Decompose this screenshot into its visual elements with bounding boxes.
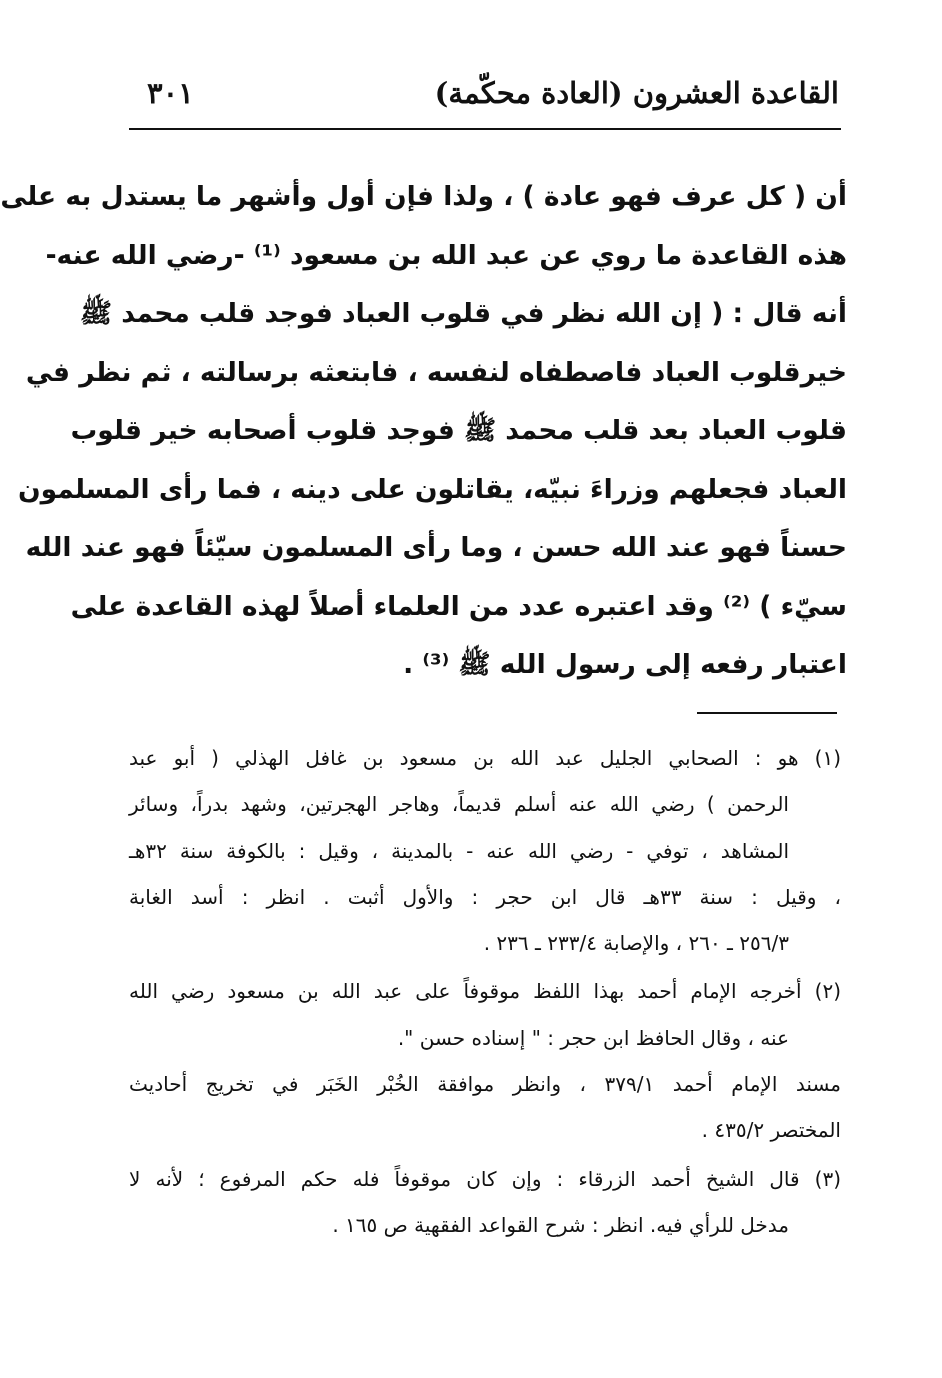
- page-number: ٣٠١: [147, 76, 194, 110]
- footnote-line: المشاهد ، توفي - رضي الله عنه - بالمدينة ، وقيل : بالكوفة سنة ٣٢هـ: [129, 838, 789, 863]
- body-line: سيّء ) ⁽²⁾ وقد اعتبره عدد من العلماء أصلاً لهذه القاعدة على: [70, 590, 847, 622]
- footnote-2: [129, 968, 841, 1153]
- main-text: [0, 168, 847, 695]
- body-line: خيرقلوب العباد فاصطفاه لنفسه ، فابتعثه برسالته ، ثم نظر في: [25, 356, 847, 388]
- body-line: هذه القاعدة ما روي عن عبد الله بن مسعود ⁽¹⁾ -رضي الله عنه-: [45, 239, 847, 271]
- footnote-line: (٣) قال الشيخ أحمد الزرقاء : وإن كان موقوفاً فله حكم المرفوع ؛ لأنه لا: [129, 1166, 841, 1191]
- footnote-line: ، وقيل : سنة ٣٣هـ قال ابن حجر : والأول أثبت . انظر : أسد الغابة: [129, 884, 841, 909]
- footnote-line: مدخل للرأي فيه. انظر : شرح القواعد الفقهية ص ١٦٥ .: [332, 1212, 789, 1237]
- body-line: حسناً فهو عند الله حسن ، وما رأى المسلمون سيّئاً فهو عند الله: [25, 532, 847, 563]
- footnote-line: (١) هو : الصحابي الجليل عبد الله بن مسعود بن غافل الهذلي ( أبو عبد: [129, 746, 841, 770]
- footnote-separator: [697, 712, 837, 714]
- footnote-line: (٢) أخرجه الإمام أحمد بهذا اللفظ موقوفاً على عبد الله بن مسعود رضي الله: [129, 979, 841, 1004]
- book-page: [1, 0, 942, 1378]
- footnote-line: مسند الإمام أحمد ٣٧٩/١ ، وانظر موافقة الخُبْر الخَبَر في تخريج أحاديث: [129, 1072, 841, 1097]
- header-rule: [129, 128, 841, 130]
- body-line: قلوب العباد بعد قلب محمد ﷺ فوجد قلوب أصحابه خير قلوب: [70, 415, 847, 446]
- body-line: أنه قال : ( إن الله نظر في قلوب العباد فوجد قلب محمد ﷺ: [79, 298, 847, 329]
- body-line: اعتبار رفعه إلى رسول الله ﷺ ⁽³⁾ .: [403, 649, 847, 680]
- running-header: [129, 70, 839, 120]
- body-line: أن ( كل عرف فهو عادة ) ، ولذا فإن أول وأشهر ما يستدل به على: [0, 181, 847, 212]
- footnotes: [129, 735, 841, 1248]
- footnote-line: عنه ، وقال الحافظ ابن حجر : " إسناده حسن ".: [397, 1025, 789, 1050]
- footnote-line: الرحمن ) رضي الله عنه أسلم قديماً، وهاجر الهجرتين، وشهد بدراً، وسائر: [129, 792, 789, 817]
- footnote-line: ٢٥٦/٣ ـ ٢٦٠ ، والإصابة ٢٣٣/٤ ـ ٢٣٦ .: [483, 931, 789, 956]
- footnote-line: المختصر ٤٣٥/٢ .: [701, 1118, 841, 1143]
- chapter-title: القاعدة العشرون (العادة محكّمة): [434, 76, 839, 110]
- footnote-1: [129, 735, 841, 966]
- footnote-3: [129, 1156, 841, 1249]
- body-line: العباد فجعلهم وزراءَ نبيّه، يقاتلون على دينه ، فما رأى المسلمون: [18, 473, 847, 505]
